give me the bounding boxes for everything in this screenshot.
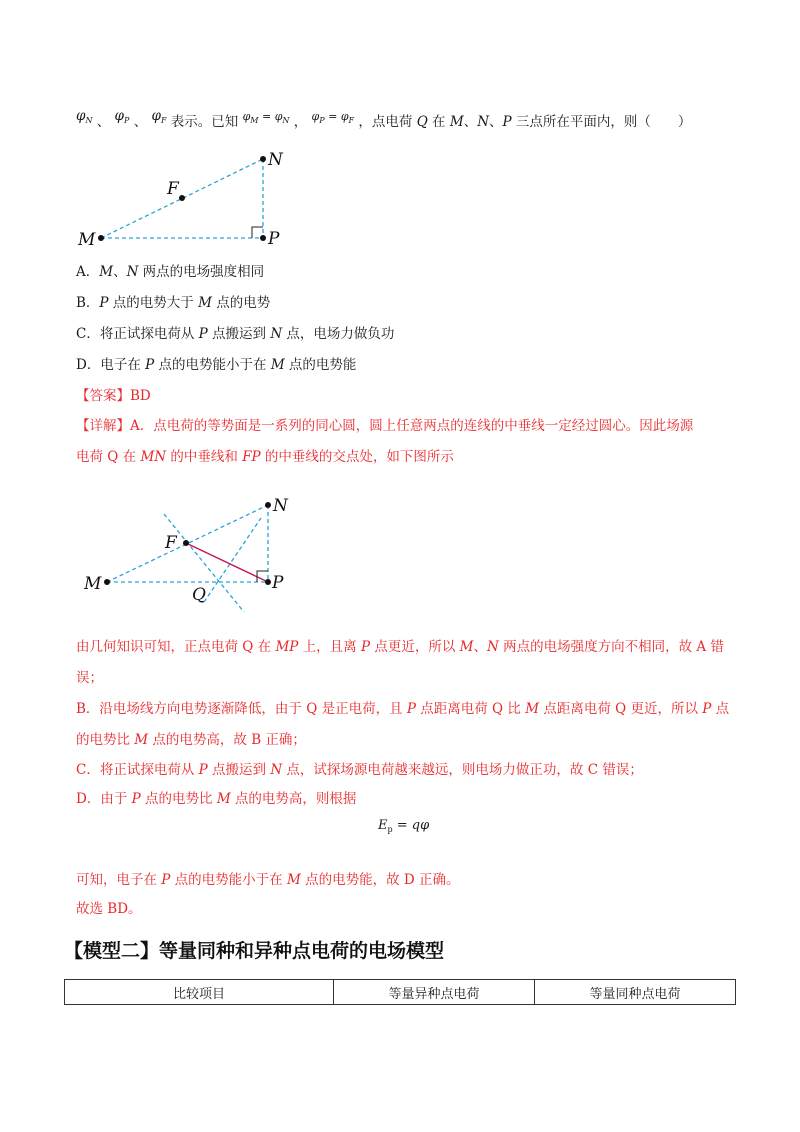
detail-line-8: D．由于 P 点的电势比 M 点的电势高，则根据 (76, 791, 357, 807)
label-Q: Q (192, 585, 206, 605)
comparison-table (64, 979, 736, 1005)
point-M (104, 579, 110, 585)
point-P (265, 579, 271, 585)
detail-line-6: 的电势比 M 点的电势高，故 B 正确； (76, 732, 306, 748)
answer-value: BD (130, 388, 151, 404)
segment-FP (186, 543, 268, 582)
detail-line-10: 故选 BD。 (76, 901, 142, 917)
section-heading: 【模型二】等量同种和异种点电荷的电场模型 (64, 940, 445, 962)
detail-line-9: 可知，电子在 P 点的电势能小于在 M 点的电势能，故 D 正确。 (76, 872, 460, 888)
separator: 、 (96, 114, 111, 130)
detail-line-2: 电荷 Q 在 MN 的中垂线和 FP 的中垂线的交点处，如下图所示 (76, 449, 454, 465)
condition-1: $\varphi_M = \varphi_N$ (242, 110, 290, 125)
detail-line-1: 【详解】A．点电荷的等势面是一系列的同心圆，圆上任意两点的连线的中垂线一定经过圆心。因此场源 (76, 418, 694, 434)
separator: ， (293, 114, 308, 130)
answer-line (76, 386, 151, 406)
option-D: D．电子在 P 点的电势能小于在 M 点的电势能 (76, 357, 357, 373)
option-B: B．P 点的电势大于 M 点的电势 (76, 295, 271, 311)
question-stem (76, 106, 691, 131)
point-F (183, 540, 189, 546)
option-C: C．将正试探电荷从 P 点搬运到 N 点，电场力做负功 (76, 326, 395, 342)
separator: 、 (133, 114, 148, 130)
equation: $E_p = q\varphi$ (378, 818, 430, 834)
label-P: P (268, 229, 280, 249)
point-F (179, 195, 185, 201)
label-M: M (78, 230, 96, 250)
point-P (260, 235, 266, 241)
figure-2-construction (78, 494, 308, 612)
label-P: P (272, 573, 284, 593)
label-M: M (84, 574, 102, 594)
condition-2: $\varphi_P = \varphi_F$ (311, 110, 355, 125)
table-header-row (65, 980, 736, 1005)
stem-text: 表示。已知 (170, 114, 239, 130)
detail-line-7: C．将正试探电荷从 P 点搬运到 N 点，试探场源电荷越来越远，则电场力做正功，故 C 错误； (76, 762, 643, 778)
point-N (265, 502, 271, 508)
table-header-cell: 比较项目 (65, 980, 334, 1005)
detail-line-3: 由几何知识可知，正点电荷 Q 在 MP 上，且离 P 点更近，所以 M、N 两点的电场强度方向不相同，故 A 错 (76, 639, 724, 655)
detail-label: 【详解】 (76, 418, 130, 434)
stem-text: ，点电荷 Q 在 M、N、P 三点所在平面内，则（ ） (358, 114, 692, 130)
phi-subscript: N (85, 116, 93, 125)
detail-line-5: B．沿电场线方向电势逐渐降低，由于 Q 是正电荷，且 P 点距离电荷 Q 比 M 点距离电荷 Q 更近，所以 P 点 (76, 701, 730, 717)
label-N: N (268, 150, 283, 170)
bisector-FP (204, 518, 261, 602)
label-N: N (273, 496, 288, 516)
phi-subscript: F (160, 116, 167, 125)
point-M (98, 235, 104, 241)
detail-line-4: 误； (76, 670, 103, 686)
answer-label: 【答案】 (76, 388, 130, 404)
figure-1-triangle (70, 148, 300, 253)
phi-symbol: φ (76, 108, 86, 124)
table-header-cell: 等量异种点电荷 (334, 980, 535, 1005)
phi-symbol: φ (114, 108, 124, 124)
table-header-cell: 等量同种点电荷 (535, 980, 736, 1005)
point-N (260, 156, 266, 162)
label-F: F (165, 533, 177, 553)
phi-symbol: φ (151, 108, 161, 124)
label-F: F (167, 179, 179, 199)
option-A: A．M、N 两点的电场强度相同 (76, 264, 265, 280)
phi-subscript: P (124, 116, 130, 125)
